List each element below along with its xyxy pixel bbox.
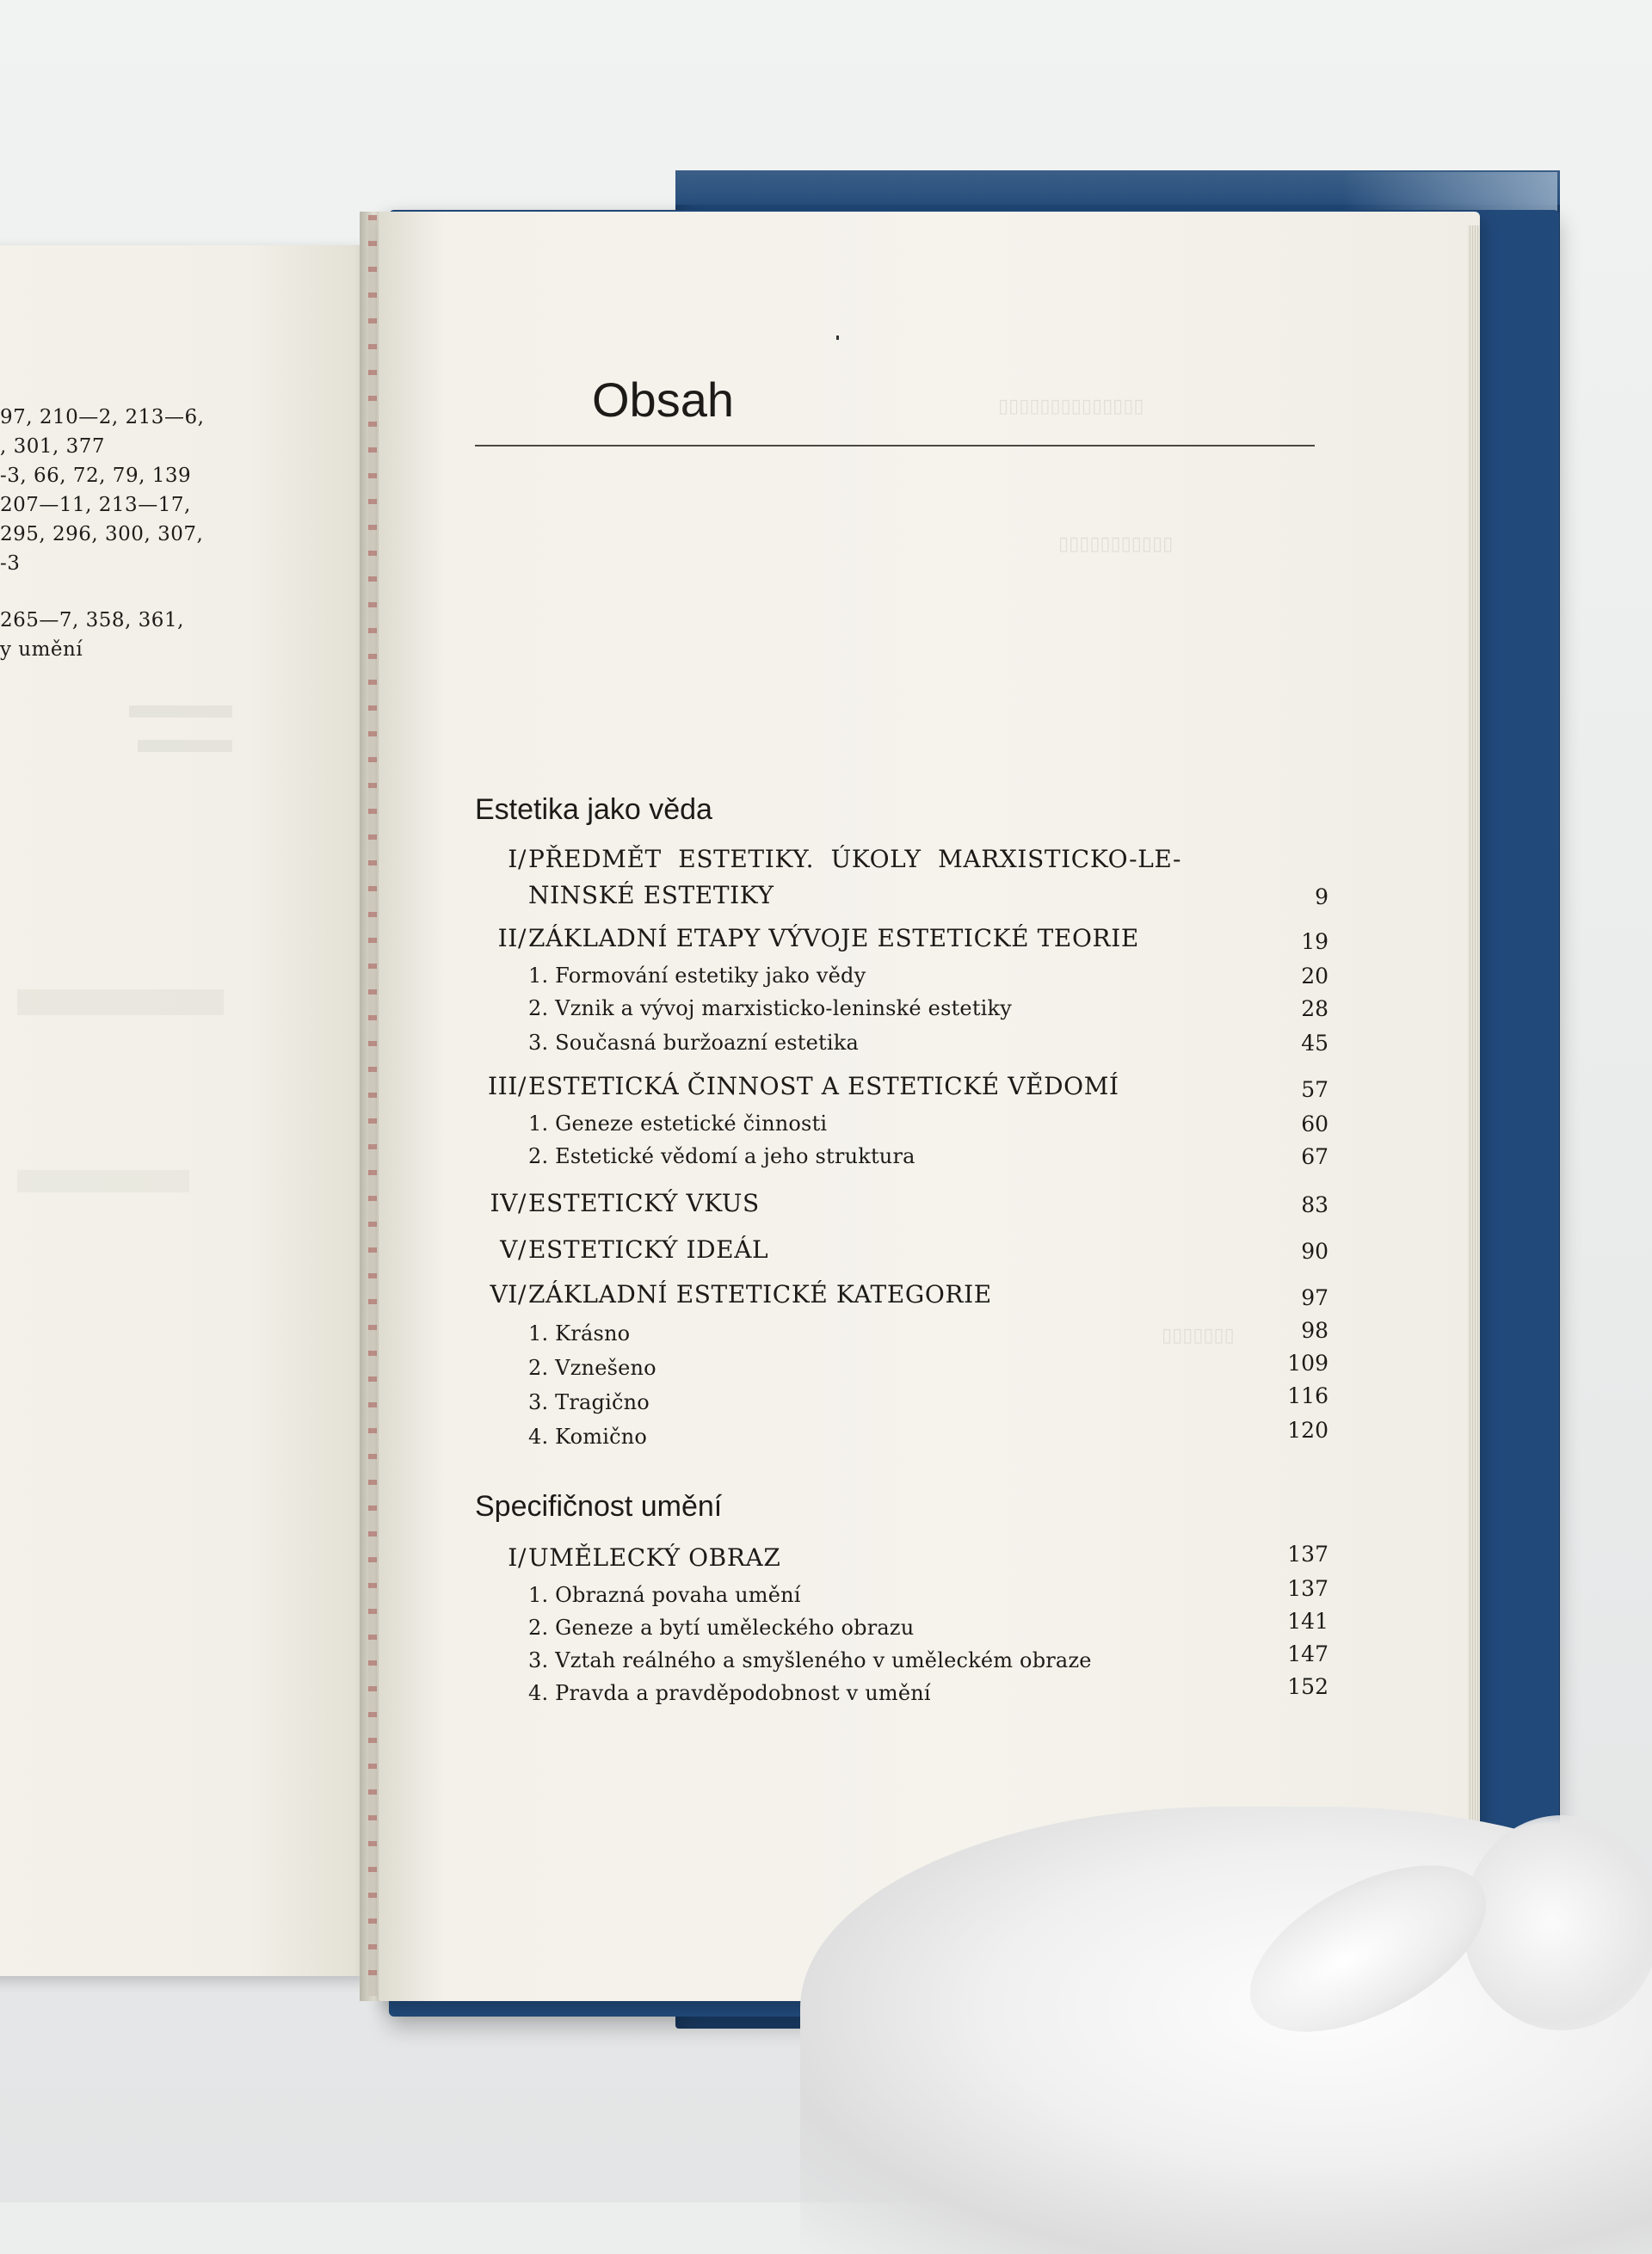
chapter-entry [475, 1543, 1267, 1574]
subchapter-number: 2. [528, 1616, 549, 1640]
bleed-through: ▯▯▯▯▯▯▯▯▯▯▯ [1058, 533, 1174, 555]
page-number: 116 [1287, 1383, 1328, 1408]
chapter-entry [475, 1189, 1267, 1220]
page-number: 120 [1287, 1418, 1328, 1443]
page-number: 67 [1301, 1144, 1328, 1169]
section-title: Estetika jako věda [475, 793, 712, 826]
subchapter-entry [528, 964, 866, 988]
subchapter-title: Vztah reálného a smyšleného v uměleckém obraze [555, 1648, 1092, 1672]
chapter-title: ESTETICKÝ IDEÁL [528, 1235, 769, 1264]
subchapter-entry [528, 1681, 931, 1705]
page-number: 147 [1287, 1641, 1328, 1666]
bleed-through [129, 705, 232, 717]
page-number: 9 [1315, 884, 1328, 909]
left-page-line: -3 [0, 552, 21, 575]
chapter-title: UMĚLECKÝ OBRAZ [528, 1543, 781, 1572]
chapter-entry [475, 1235, 1267, 1266]
chapter-title: ESTETICKÁ ČINNOST A ESTETICKÉ VĚDOMÍ [528, 1072, 1119, 1100]
left-page-line: , 301, 377 [0, 435, 106, 458]
bleed-through: ▯▯▯▯▯▯▯ [1162, 1325, 1235, 1346]
page-number: 60 [1301, 1112, 1328, 1136]
subchapter-entry [528, 1583, 801, 1607]
subchapter-number: 2. [528, 1356, 549, 1380]
subchapter-title: Komično [555, 1425, 648, 1449]
subchapter-entry [528, 1112, 827, 1136]
subchapter-title: Vznešeno [555, 1356, 656, 1380]
subchapter-number: 1. [528, 1112, 549, 1136]
page-number: 98 [1301, 1318, 1328, 1343]
section-title: Specifičnost umění [475, 1490, 723, 1523]
chapter-title: ZÁKLADNÍ ETAPY VÝVOJE ESTETICKÉ TEORIE [528, 924, 1139, 952]
subchapter-number: 2. [528, 996, 549, 1020]
subchapter-number: 1. [528, 1583, 549, 1607]
page-number: 45 [1301, 1031, 1328, 1056]
bleed-through [17, 1170, 189, 1192]
chapter-title: ZÁKLADNÍ ESTETICKÉ KATEGORIE [528, 1280, 992, 1309]
chapter-number: V/ [500, 1235, 527, 1264]
subchapter-entry [528, 1321, 630, 1346]
page-number: 152 [1287, 1674, 1328, 1699]
page-number: 19 [1301, 929, 1328, 954]
subchapter-title: Tragično [555, 1390, 650, 1414]
page-number: 137 [1287, 1542, 1328, 1567]
bleed-through [138, 740, 232, 752]
subchapter-number: 4. [528, 1425, 549, 1449]
page-number: 97 [1301, 1285, 1328, 1310]
subchapter-entry [528, 1616, 914, 1640]
page-edges [1468, 225, 1480, 1989]
subchapter-title: Geneze estetické činnosti [555, 1112, 828, 1136]
page-number: 57 [1301, 1077, 1328, 1102]
right-page [379, 212, 1480, 2001]
left-page-line: 265—7, 358, 361, [0, 609, 184, 631]
page-number: 20 [1301, 964, 1328, 988]
page-number: 137 [1287, 1576, 1328, 1601]
chapter-entry [475, 845, 1267, 876]
chapter-number: III/ [487, 1072, 527, 1100]
subchapter-number: 2. [528, 1144, 549, 1168]
page-title: Obsah [592, 373, 734, 427]
page-number: 141 [1287, 1609, 1328, 1634]
binding-thread [368, 215, 377, 1996]
subchapter-number: 1. [528, 1321, 549, 1346]
chapter-number: IV/ [490, 1189, 527, 1217]
chapter-number: I/ [508, 1543, 527, 1572]
left-page-line: 207—11, 213—17, [0, 494, 191, 516]
subchapter-title: Vznik a vývoj marxisticko-leninské estetiky [555, 996, 1013, 1020]
chapter-number: I/ [508, 845, 527, 873]
subchapter-title: Estetické vědomí a jeho struktura [555, 1144, 915, 1168]
chapter-number: VI/ [490, 1280, 527, 1309]
subchapter-entry [528, 1144, 915, 1168]
chapter-title: ESTETICKÝ VKUS [528, 1189, 760, 1217]
subchapter-entry [528, 1648, 1092, 1672]
subchapter-title: Formování estetiky jako vědy [555, 964, 866, 988]
left-page-line: 295, 296, 300, 307, [0, 523, 204, 545]
subchapter-entry [528, 1356, 656, 1380]
subchapter-number: 1. [528, 964, 549, 988]
subchapter-title: Současná buržoazní estetika [555, 1031, 860, 1055]
left-page-line: y umění [0, 638, 83, 661]
subchapter-title: Krásno [555, 1321, 631, 1346]
subchapter-entry [528, 996, 1012, 1020]
left-page-line: -3, 66, 72, 79, 139 [0, 465, 192, 487]
subchapter-entry [528, 1031, 859, 1055]
subchapter-number: 3. [528, 1648, 549, 1672]
cover-wear [1342, 172, 1557, 211]
left-page-line: 97, 210—2, 213—6, [0, 406, 205, 428]
page-number: 90 [1301, 1239, 1328, 1264]
subchapter-number: 4. [528, 1681, 549, 1705]
chapter-entry [475, 924, 1267, 955]
glove-knuckle [1463, 1815, 1652, 2030]
bleed-through [17, 989, 224, 1015]
page-number: 83 [1301, 1192, 1328, 1217]
chapter-title: PŘEDMĚT ESTETIKY. ÚKOLY MARXISTICKO-LE- [528, 845, 1182, 873]
subchapter-title: Geneze a bytí uměleckého obrazu [555, 1616, 915, 1640]
subchapter-entry [528, 1390, 650, 1414]
bleed-through: ▯▯▯▯▯▯▯▯▯▯▯▯▯▯ [998, 396, 1144, 417]
chapter-number: II/ [497, 924, 527, 952]
subchapter-title: Pravda a pravděpodobnost v umění [555, 1681, 931, 1705]
page-number: 109 [1287, 1351, 1328, 1376]
subchapter-entry [528, 1425, 647, 1449]
title-rule [475, 445, 1315, 446]
chapter-title-continued: NINSKÉ ESTETIKY [528, 881, 774, 909]
chapter-entry [475, 1280, 1267, 1311]
ink-speck [836, 336, 839, 340]
page-number: 28 [1301, 996, 1328, 1021]
subchapter-number: 3. [528, 1390, 549, 1414]
subchapter-number: 3. [528, 1031, 549, 1055]
chapter-entry [475, 1072, 1267, 1103]
subchapter-title: Obrazná povaha umění [555, 1583, 801, 1607]
